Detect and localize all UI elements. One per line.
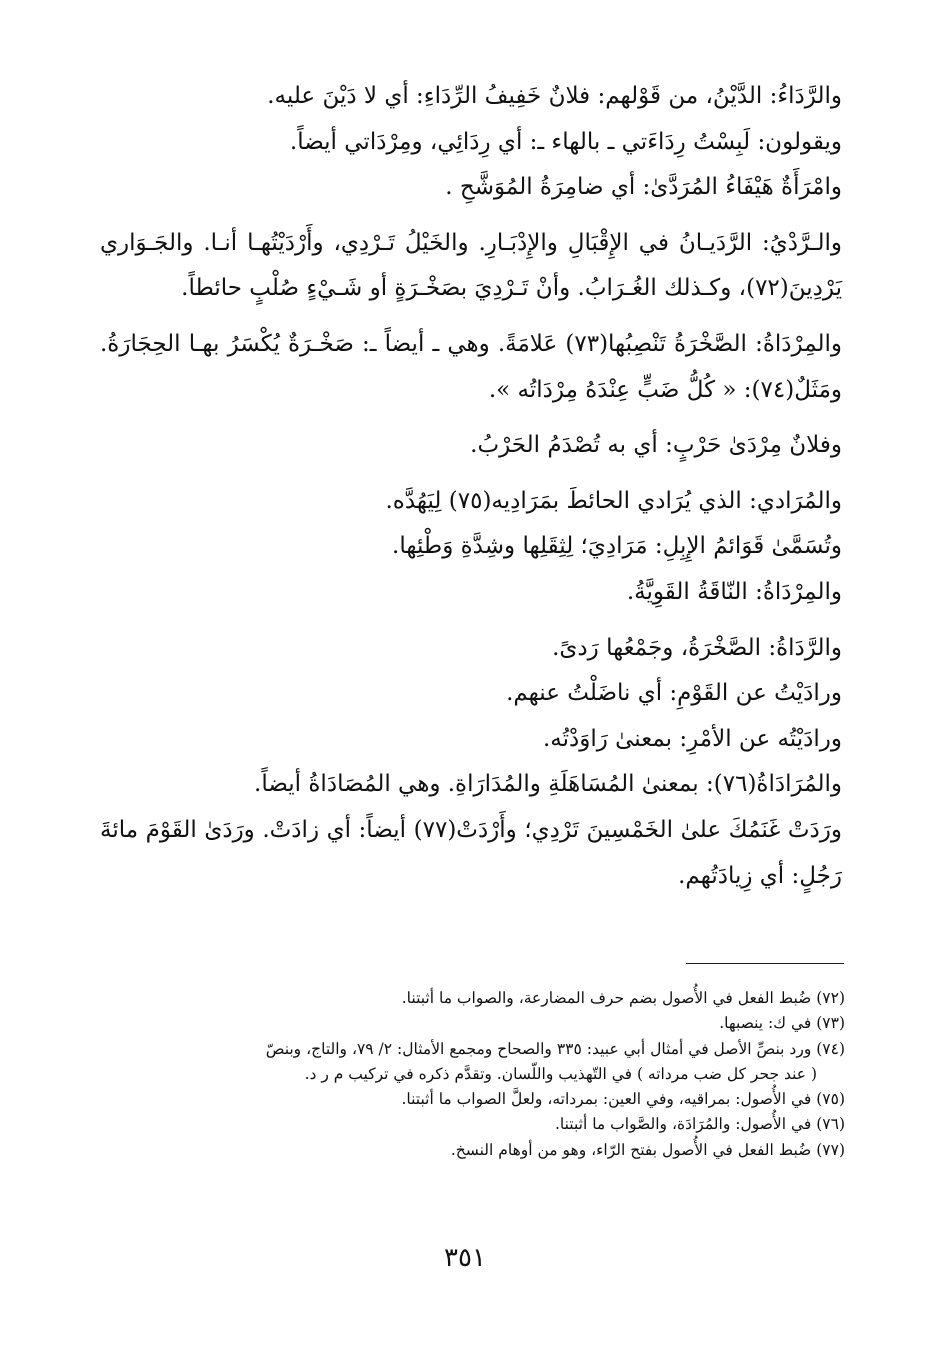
footnote: (٧٦) في الأُصول: والمُرَادَة، والصَّواب ما أثبتنا.	[554, 1115, 845, 1134]
paragraph: والمِرْدَاةُ: الصَّخْرَةُ تَنْصِبُها(٧٣) عَلامَةً. وهي ـ أيضاً ـ: صَخْـرَةٌ يُكْسَرُ بهـا الحِجَارَةُ. ومَثَلٌ(٧٤): « كُلُّ ضَبٍّ عِنْدَهُ مِرْدَاتُه ».	[100, 330, 842, 403]
footnotes	[100, 986, 845, 1163]
paragraph: وفلانٌ مِرْدَىٰ حَرْبٍ: أي به تُصْدَمُ الحَرْبُ.	[470, 432, 842, 459]
paragraph: والمُرَادَاةُ(٧٦): بمعنىٰ المُسَاهَلَةِ والمُدَارَاةِ. وهي المُصَادَاةُ أيضاً.	[254, 771, 842, 798]
footnote: (٧٣) في ك: ينصبها.	[719, 1014, 845, 1033]
paragraph: والمُرَادي: الذي يُرَادي الحائطَ بمَرَادِيه(٧٥) لِيَهُدَّه.	[385, 487, 842, 514]
paragraph: والـرَّدْيُ: الرَّدَيـانُ في الإِقْبَالِ والإِدْبَـارِ. والخَيْلُ تَـرْدِي، وأَرْدَيْتُهـا أنـا. والجَـوَاري يَرْدِينَ(٧٢)، وكـذلك الغُـرَابُ. وأنْ تَـرْدِيَ بصَخْـرَةٍ أو شَـيْءٍ صُلْبٍ حائطاً.	[100, 229, 842, 302]
paragraph: والمِرْدَاةُ: النّاقَةُ القَوِيَّةُ.	[626, 578, 842, 605]
footnote: (٧٤) ورد بنصِّ الأصل في أمثال أبي عبيد: ٣٣٥ والصحاح ومجمع الأمثال: ٢/ ٧٩، والتاج، وبنصّ	[265, 1039, 845, 1058]
paragraph: ورادَيْتُ عن القَوْمِ: أي ناضَلْتُ عنهم.	[506, 680, 842, 707]
paragraph: وامْرَأَةٌ هَيْفَاءُ المُرَدَّىٰ: أي ضامِرَةُ المُوَشَّحِ .	[445, 174, 842, 201]
paragraph: وتُسَمَّىٰ قَوَائمُ الإِبِلِ: مَرَادِيَ؛ لِثِقَلِها وشِدَّةِ وَطْئِها.	[392, 533, 842, 560]
paragraph: ورَدَتْ غَنَمُكَ علىٰ الخَمْسِينَ تَرْدِي؛ وأَرْدَتْ(٧٧) أيضاً: أي زادَتْ. ورَدَىٰ القَوْمَ مائةَ رَجُلٍ: أي زِيادَتُهم.	[100, 816, 842, 889]
paragraph: والرَّدَاءُ: الدَّيْنُ، من قَوْلهم: فلانٌ خَفِيفُ الرِّدَاءِ: أي لا دَيْنَ عليه.	[267, 83, 842, 109]
paragraph: والرَّدَاةُ: الصَّخْرَةُ، وجَمْعُها رَدىً.	[552, 634, 842, 661]
main-text	[100, 74, 842, 899]
footnote: (٧٥) في الأُصول: بمراقيه، وفي العين: بمرداته، ولعلَّ الصواب ما أثبتنا.	[401, 1090, 845, 1109]
paragraph: ورادَيْتُه عن الأمْرِ: بمعنىٰ رَاوَدْتُه.	[542, 725, 842, 752]
footnote: (٧٢) ضُبط الفعل في الأُصول بضم حرف المضارعة، والصواب ما أثبتنا.	[401, 989, 845, 1007]
page-number: ٣٥١	[444, 1243, 486, 1273]
paragraph: ويقولون: لَبِسْتُ رِدَاءَتي ـ بالهاء ـ: أي رِدَائِي، ومِرْدَاتي أيضاً.	[289, 128, 842, 155]
footnote-separator	[686, 963, 844, 964]
footnote-continuation: ( عند جحر كل ضب مرداته ) في التّهذيب واللّسان. وتقدَّم ذكره في تركيب م ر د.	[304, 1064, 817, 1083]
footnote: (٧٧) ضُبط الفعل في الأُصول بفتح الرّاء، وهو من أوهام النسخ.	[450, 1140, 845, 1159]
